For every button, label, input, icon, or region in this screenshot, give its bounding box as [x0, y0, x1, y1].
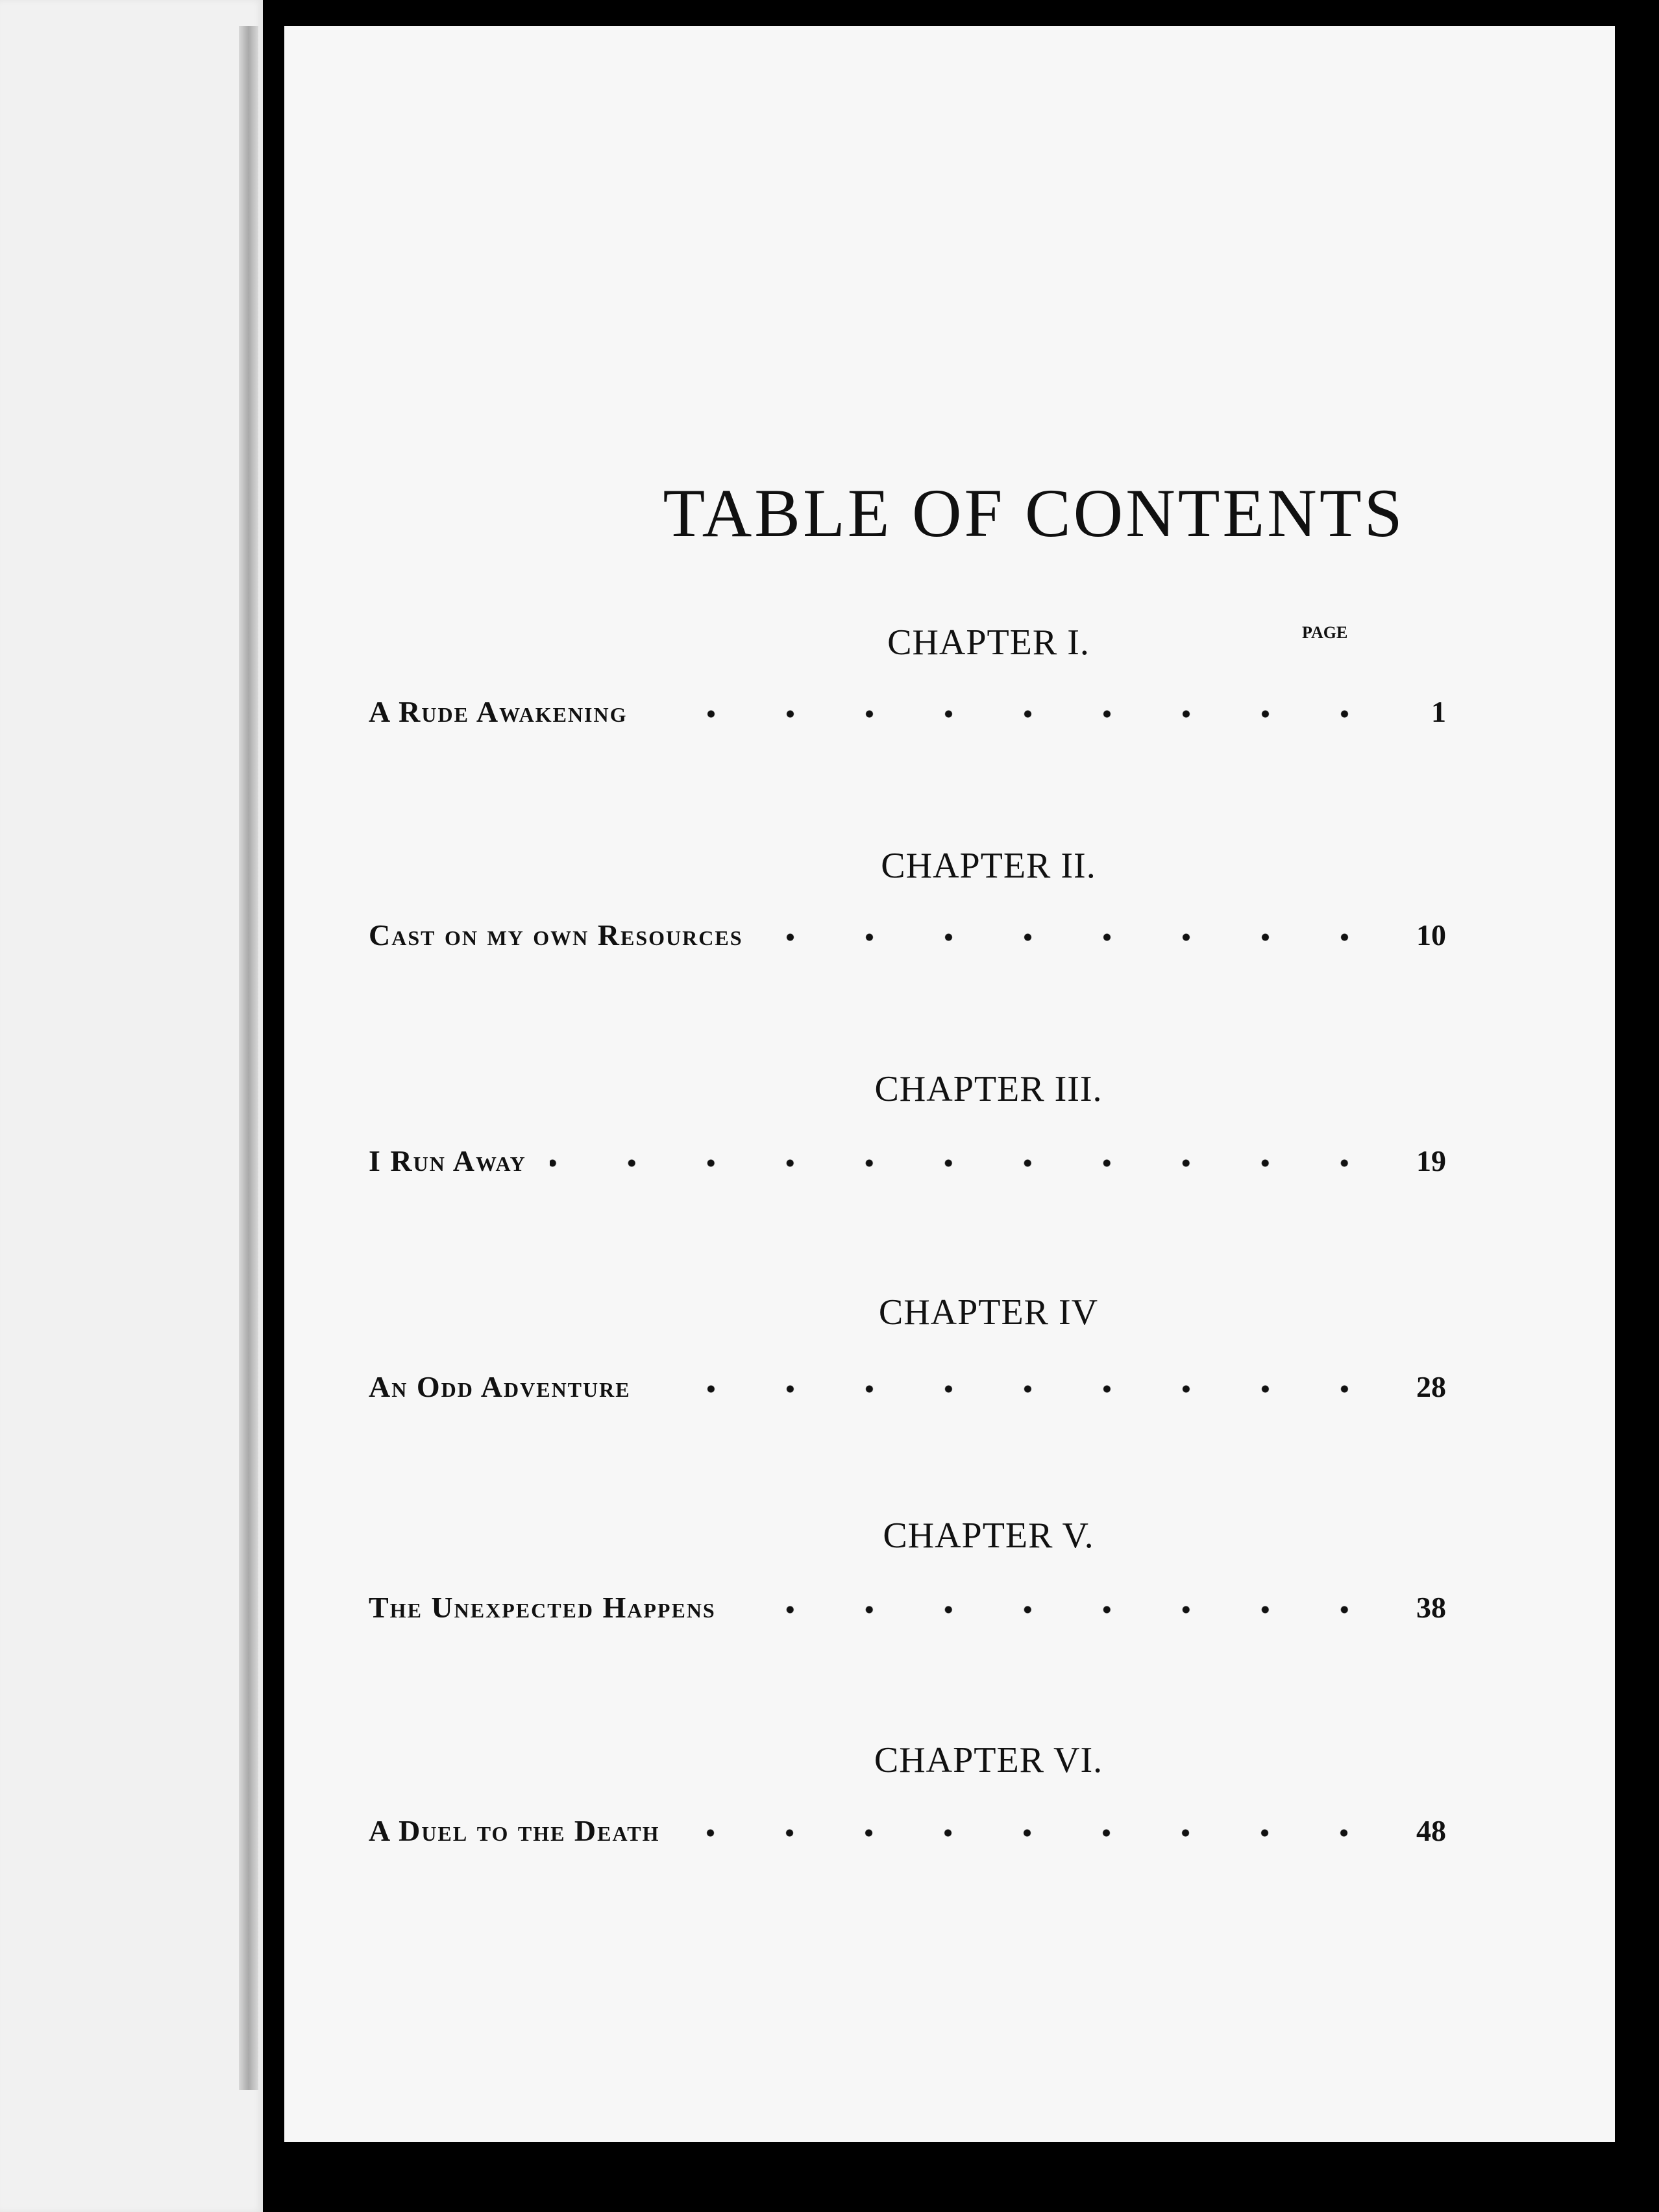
chapter-heading: CHAPTER I.: [887, 622, 1090, 663]
chapter-title: A Duel to the Death: [369, 1814, 660, 1847]
right-page: [284, 26, 1615, 2142]
dot-leader: [651, 709, 1384, 719]
toc-entry[interactable]: [369, 1370, 1446, 1404]
toc-entry[interactable]: [369, 918, 1446, 952]
chapter-heading: CHAPTER IV: [878, 1292, 1099, 1333]
page-number: 10: [1416, 918, 1446, 952]
chapter-heading: CHAPTER V.: [883, 1516, 1094, 1556]
page-number: 28: [1416, 1370, 1446, 1403]
chapter-title: An Odd Adventure: [369, 1370, 631, 1403]
dot-leader: [767, 932, 1384, 942]
book-gutter: [239, 26, 258, 2090]
chapter-heading: CHAPTER III.: [874, 1069, 1103, 1109]
chapter-title: The Unexpected Happens: [369, 1591, 716, 1624]
chapter-heading: CHAPTER II.: [881, 846, 1096, 886]
dot-leader: [550, 1158, 1384, 1168]
dot-leader: [683, 1828, 1384, 1838]
page-title: TABLE OF CONTENTS: [663, 475, 1405, 551]
page-number: 19: [1416, 1144, 1446, 1177]
page-number: 1: [1431, 695, 1446, 728]
toc-entry[interactable]: [369, 1813, 1446, 1848]
left-page: [0, 0, 263, 2212]
chapter-title: I Run Away: [369, 1144, 526, 1177]
toc-entry[interactable]: [369, 1590, 1446, 1625]
chapter-title: Cast on my own Resources: [369, 918, 743, 952]
page-column-label: PAGE: [1302, 623, 1348, 642]
page-number: 38: [1416, 1591, 1446, 1624]
dot-leader: [739, 1604, 1384, 1615]
toc-entry[interactable]: [369, 1144, 1446, 1178]
chapter-heading: CHAPTER VI.: [874, 1740, 1103, 1780]
toc-entry[interactable]: [369, 694, 1446, 729]
dot-leader: [654, 1384, 1384, 1394]
page-number: 48: [1416, 1814, 1446, 1847]
chapter-title: A Rude Awakening: [369, 695, 628, 728]
